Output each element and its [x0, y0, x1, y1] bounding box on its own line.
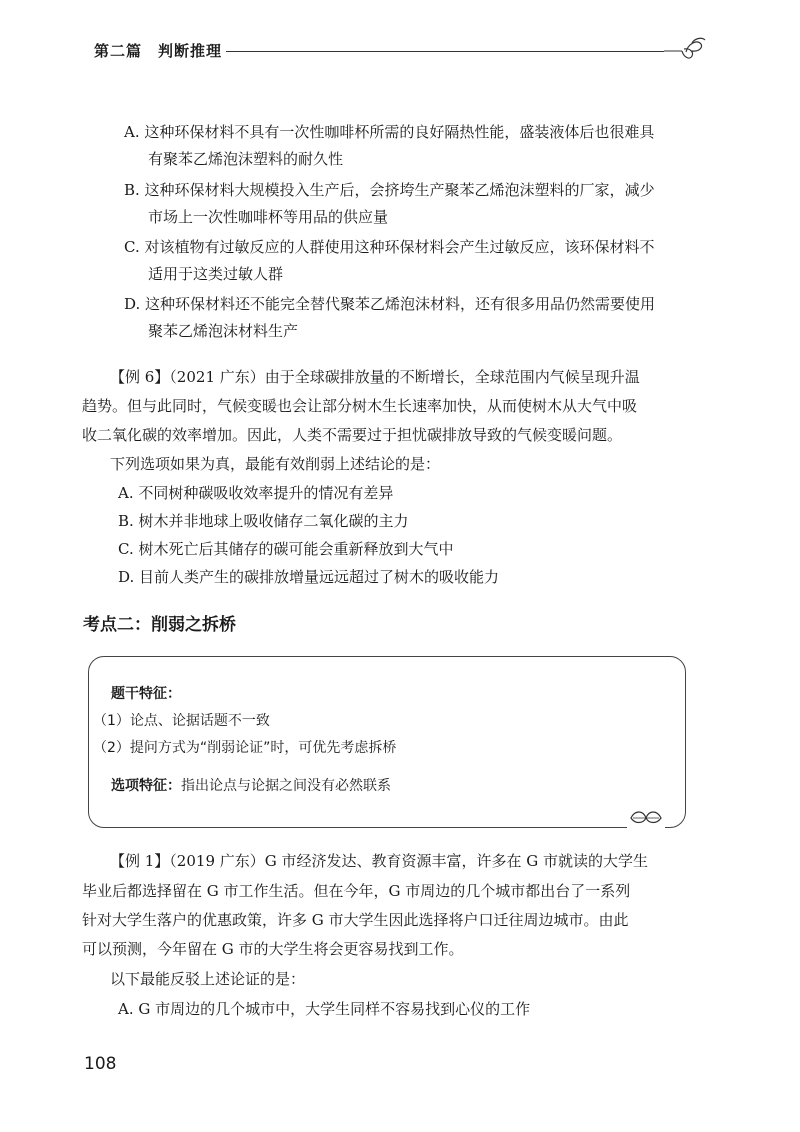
section-title: 考点二：削弱之拆桥 — [83, 615, 236, 635]
running-header — [48, 34, 708, 64]
sprout-icon — [662, 34, 708, 64]
example6-option-a: A. 不同树种碳吸收效率提升的情况有差异 — [118, 484, 394, 502]
option-feature-label: 选项特征： — [111, 778, 181, 794]
option-c-line1: C. 对该植物有过敏反应的人群使用这种环保材料会产生过敏反应，该环保材料不 — [124, 238, 655, 256]
example6-line1: 【例 6】（2021 广东）由于全球碳排放量的不断增长，全球范围内气候呈现升温 — [110, 368, 640, 386]
page-number: 108 — [84, 1054, 117, 1074]
example1-option-a: A. G 市周边的几个城市中，大学生同样不容易找到心仪的工作 — [118, 1000, 531, 1018]
example1-question: 以下最能反驳上述论证的是： — [110, 970, 306, 988]
option-c-line2: 适用于这类过敏人群 — [148, 265, 284, 283]
example6-line2: 趋势。但与此同时，气候变暖也会让部分树木生长速率加快，从而使树木从大气中吸 — [82, 397, 638, 415]
option-b-line1: B. 这种环保材料大规模投入生产后，会挤垮生产聚苯乙烯泡沫塑料的厂家，减少 — [124, 181, 655, 199]
feature-box — [88, 656, 686, 828]
option-d-line1: D. 这种环保材料还不能完全替代聚苯乙烯泡沫材料，还有很多用品仍然需要使用 — [124, 295, 656, 313]
example1-line4: 可以预测，今年留在 G 市的大学生将会更容易找到工作。 — [82, 940, 464, 958]
option-a-line1: A. 这种环保材料不具有一次性咖啡杯所需的良好隔热性能，盛装液体后也很难具 — [124, 123, 655, 141]
header-rule — [226, 51, 664, 52]
example6-option-d: D. 目前人类产生的碳排放增量远远超过了树木的吸收能力 — [118, 568, 500, 586]
example6-question: 下列选项如果为真，最能有效削弱上述结论的是： — [110, 455, 441, 473]
option-feature-line — [111, 775, 391, 795]
option-b-line2: 市场上一次性咖啡杯等用品的供应量 — [148, 208, 389, 226]
option-feature-text: 指出论点与论据之间没有必然联系 — [181, 778, 391, 794]
stem-feature-label: 题干特征： — [111, 686, 181, 702]
example6-line3: 收二氧化碳的效率增加。因此，人类不需要过于担忧碳排放导致的气候变暖问题。 — [82, 426, 623, 444]
example6-option-c: C. 树木死亡后其储存的碳可能会重新释放到大气中 — [118, 540, 454, 558]
example6-option-b: B. 树木并非地球上吸收储存二氧化碳的主力 — [118, 512, 409, 530]
example1-line1: 【例 1】（2019 广东）G 市经济发达、教育资源丰富，许多在 G 市就读的大学生 — [110, 852, 649, 870]
header-title: 第二篇 判断推理 — [94, 42, 223, 60]
leaf-icon — [627, 808, 665, 828]
option-d-line2: 聚苯乙烯泡沫材料生产 — [148, 322, 299, 340]
example1-line2: 毕业后都选择留在 G 市工作生活。但在今年，G 市周边的几个城市都出台了一系列 — [82, 882, 631, 900]
example1-line3: 针对大学生落户的优惠政策，许多 G 市大学生因此选择将户口迁往周边城市。由此 — [82, 911, 629, 929]
option-a-line2: 有聚苯乙烯泡沫塑料的耐久性 — [148, 150, 344, 168]
stem-feature-item-2: （2）提问方式为“削弱论证”时，可优先考虑拆桥 — [93, 740, 397, 756]
stem-feature-item-1: （1）论点、论据话题不一致 — [93, 713, 270, 729]
